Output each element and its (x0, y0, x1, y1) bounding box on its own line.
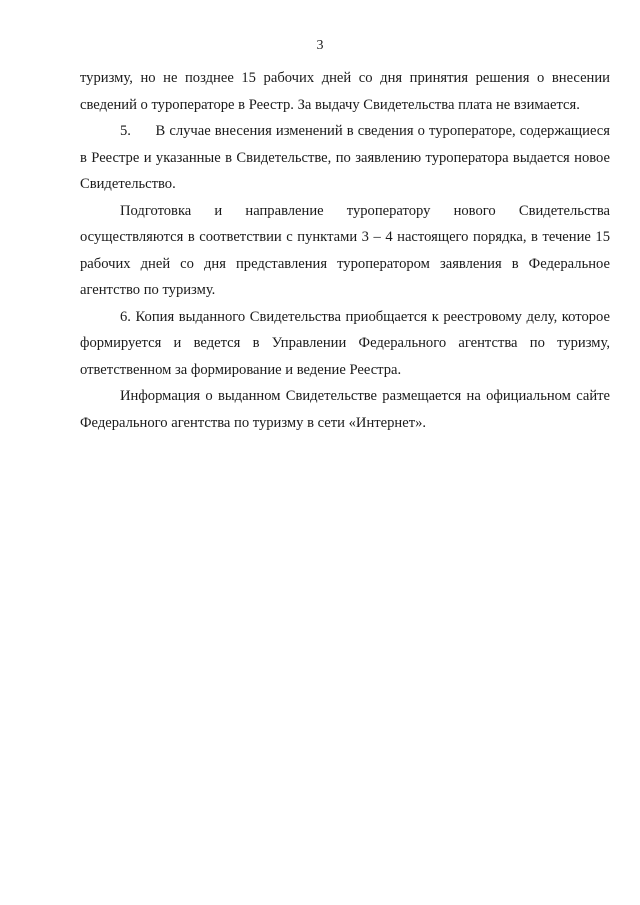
paragraph-information: Информация о выданном Свидетельстве размещается на официальном сайте Федерального агентства по туризму в сети «Интернет». (80, 388, 610, 431)
paragraph-item-6: 6. Копия выданного Свидетельства приобщается к реестровому делу, которое формируется и ведется в Управлении Федерального агентства по туризму, ответственном за формирование и ведение Реестра. (80, 308, 610, 378)
paragraph-item-5: 5. В случае внесения изменений в сведения о туроператоре, содержащиеся в Реестре и указанные в Свидетельстве, по заявлению туроператора выдается новое Свидетельство. (80, 123, 610, 192)
paragraph-preparation: Подготовка и направление туроператору нового Свидетельства осуществляются в соответствии с пунктами 3 – 4 настоящего порядка, в течение 15 рабочих дней со дня представления туроператором заявления в Федеральное агентство по туризму. (80, 202, 610, 298)
page-number: 3 (316, 38, 324, 53)
paragraph-continuation: туризму, но не позднее 15 рабочих дней со дня принятия решения о внесении сведений о туроператоре в Реестр. За выдачу Свидетельства плата не взимается. (80, 70, 610, 113)
document-body (80, 65, 610, 436)
